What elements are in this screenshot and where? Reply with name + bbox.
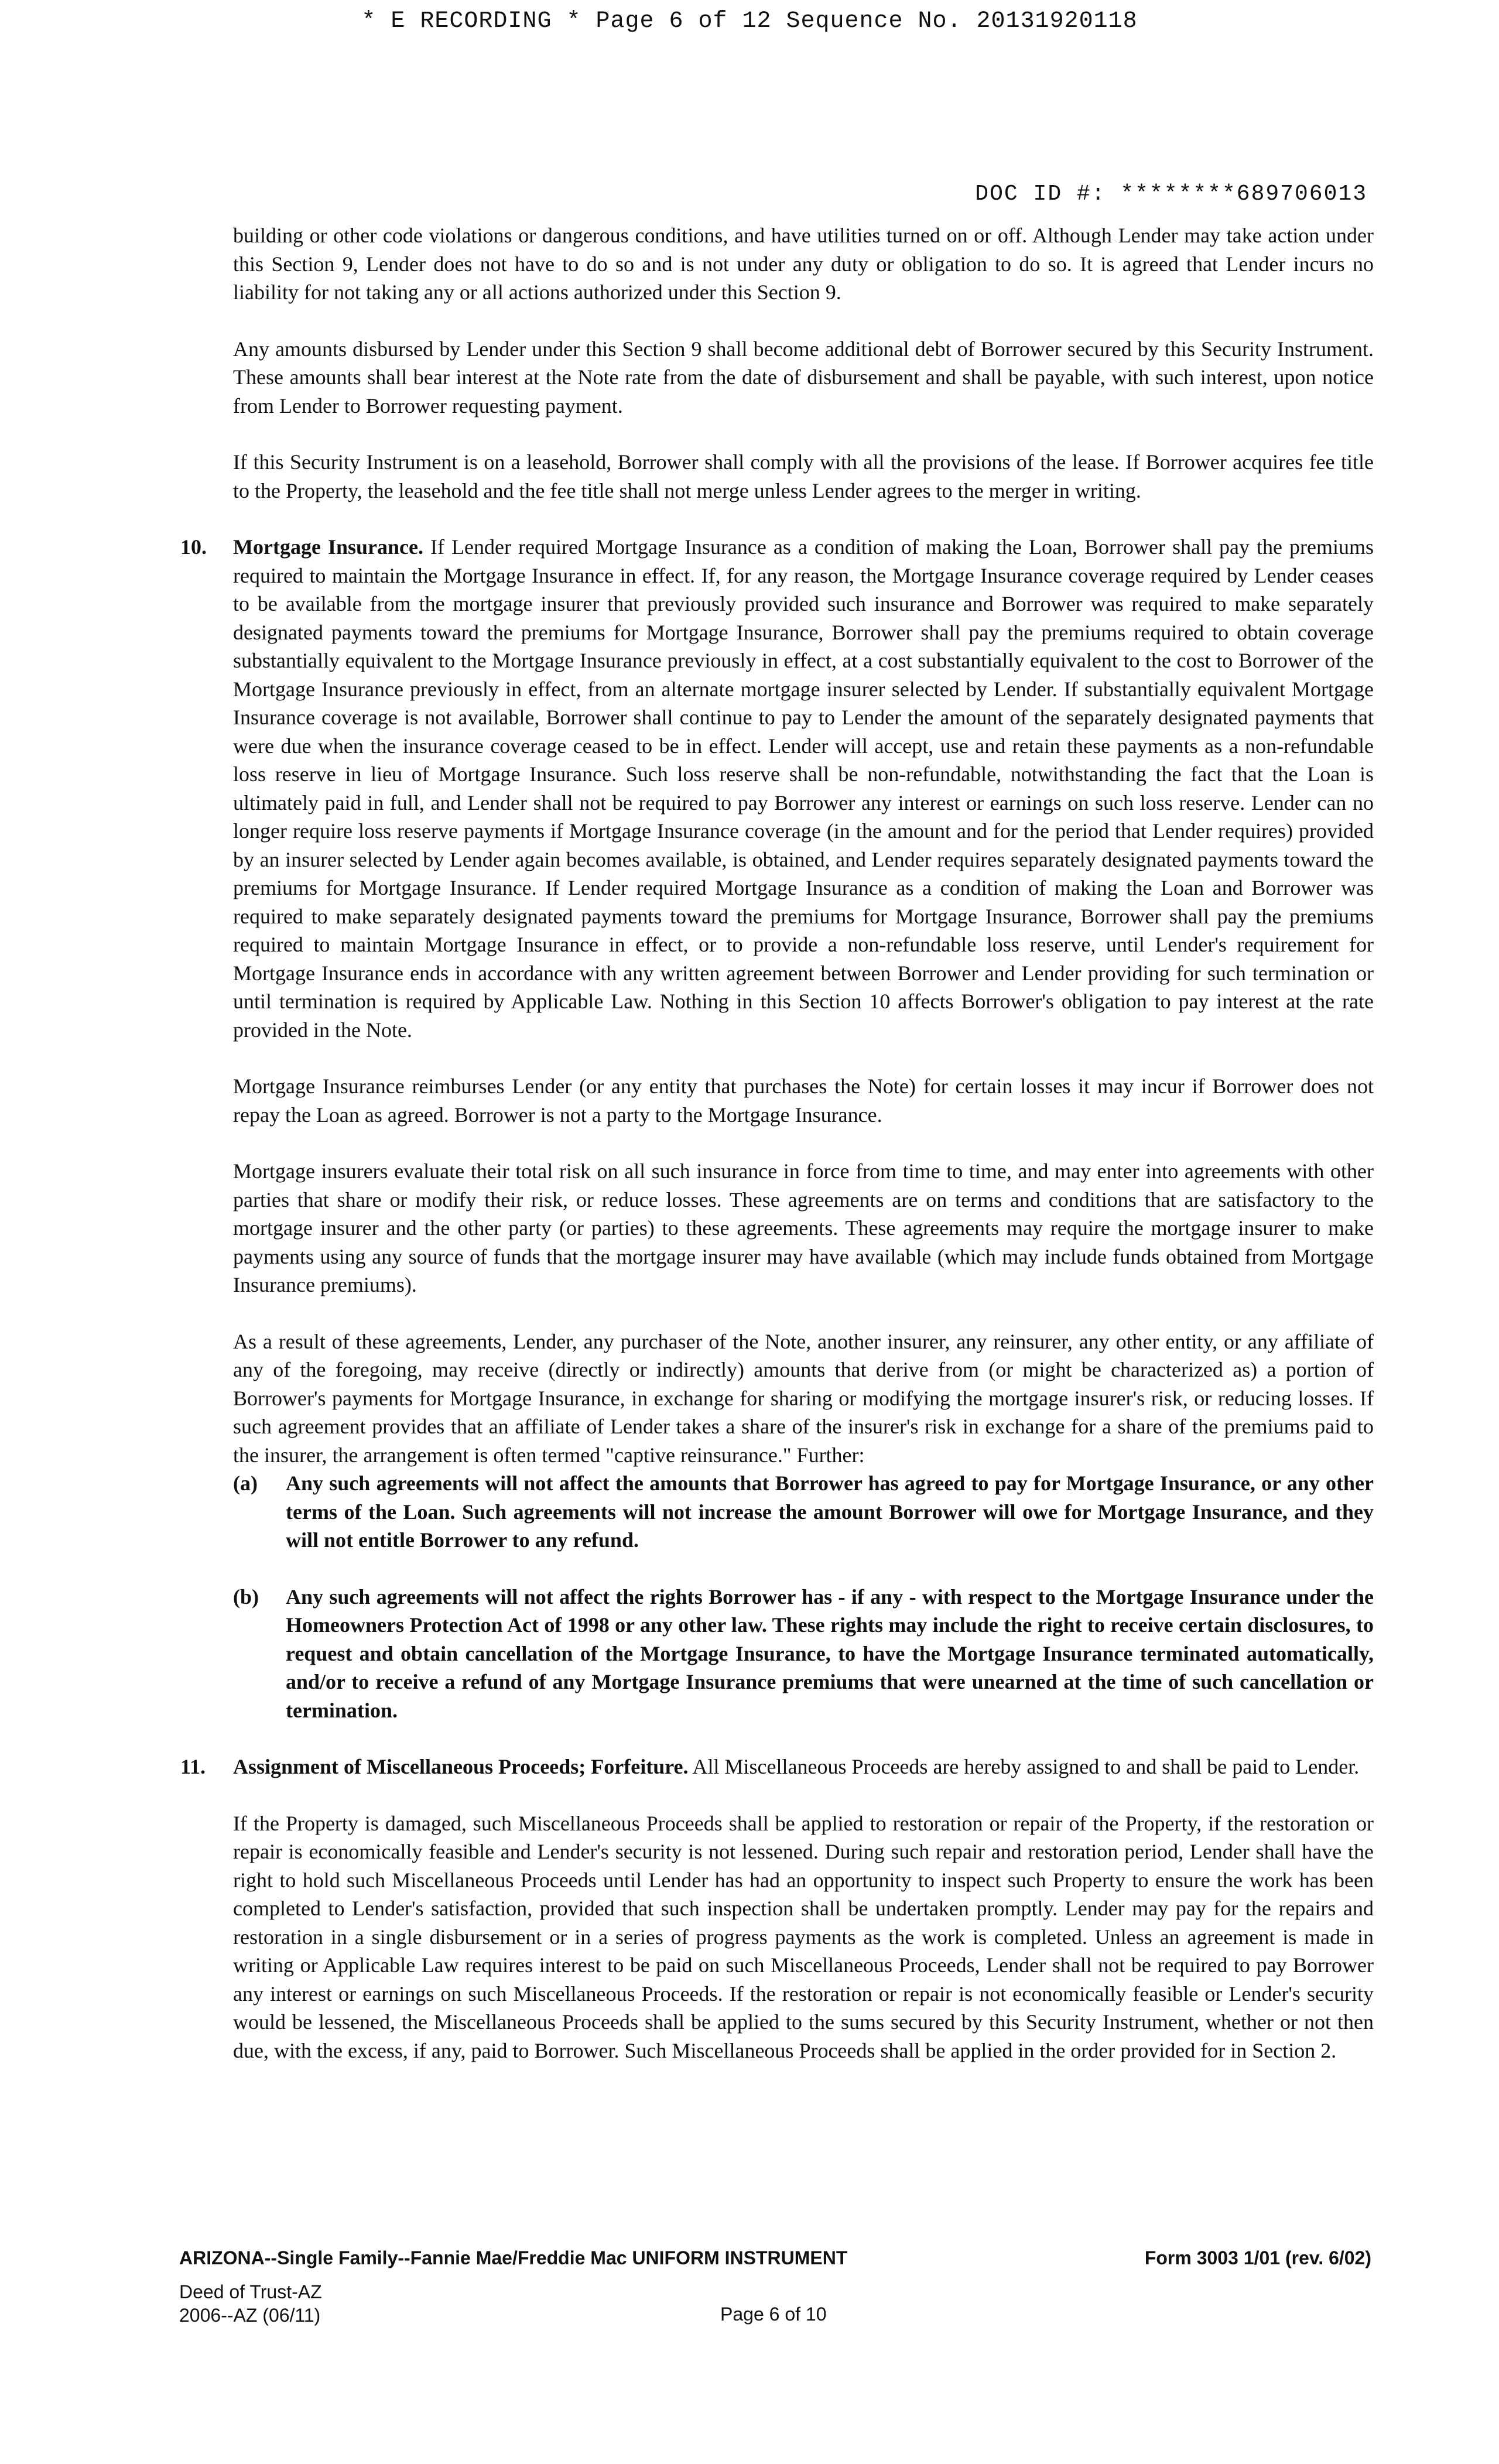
footer-code: 2006--AZ (06/11) — [179, 2305, 321, 2326]
doc-id: DOC ID #: ********689706013 — [975, 182, 1367, 207]
list-text: Any such agreements will not affect the amounts that Borrower has agreed to pay for Mortgage Insurance, or any other terms of the Loan. Such agreements will not increase the amount Borrower will owe for Mortgage Insurance, and they will not entitle Borrower to any refund. — [286, 1471, 1374, 1552]
list-label: (a) — [233, 1471, 258, 1495]
list-item — [233, 1583, 1374, 1725]
section-title: Assignment of Miscellaneous Proceeds; Forfeiture. — [233, 1755, 689, 1778]
paragraph: building or other code violations or dangerous conditions, and have utilities turned on or off. Although Lender may take action under this Section 9, Lender does not have to do so and is not under any duty or obligation to do so. It is agreed that Lender incurs no liability for not taking any or all actions authorized under this Section 9. — [233, 224, 1374, 304]
agreement-list — [233, 1469, 1374, 1724]
section-number: 11. — [180, 1755, 206, 1778]
document-body — [180, 221, 1374, 2093]
paragraph: Mortgage Insurance reimburses Lender (or any entity that purchases the Note) for certain losses it may incur if Borrower does not repay the Loan as agreed. Borrower is not a party to the Mortgage Insurance. — [233, 1074, 1374, 1127]
paragraph: As a result of these agreements, Lender, any purchaser of the Note, another insurer, any reinsurer, any other entity, or any affiliate of any of the foregoing, may receive (directly or indirectly) amounts that derive from (or might be characterized as) a portion of Borrower's payments for Mortgage Insurance, in exchange for sharing or modifying the mortgage insurer's risk, or reducing losses. If such agreement provides that an affiliate of Lender takes a share of the insurer's risk in exchange for a share of the premiums paid to the insurer, the arrangement is often termed "captive reinsurance." Further: — [233, 1329, 1374, 1467]
recording-header: * E RECORDING * Page 6 of 12 Sequence No. 20131920118 — [361, 8, 1138, 35]
section-text: If Lender required Mortgage Insurance as a condition of making the Loan, Borrower shall pay the premiums required to maintain the Mortgage Insurance in effect. If, for any reason, the Mortgage Insurance coverage required by Lender ceases to be available from the mortgage insurer that previously provided such insurance and Borrower was required to make separately designated payments toward the premiums for Mortgage Insurance, Borrower shall pay the premiums required to obtain coverage substantially equivalent to the Mortgage Insurance previously in effect, at a cost substantially equivalent to the cost to Borrower of the Mortgage Insurance previously in effect, from an alternate mortgage insurer selected by Lender. If substantially equivalent Mortgage Insurance coverage is not available, Borrower shall continue to pay to Lender the amount of the separately designated payments that were due when the insurance coverage ceased to be in effect. Lender will accept, use and retain these payments as a non-refundable loss reserve in lieu of Mortgage Insurance. Such loss reserve shall be non-refundable, notwithstanding the fact that the Loan is ultimately paid in full, and Lender shall not be required to pay Borrower any interest or earnings on such loss reserve. Lender can no longer require loss reserve payments if Mortgage Insurance coverage (in the amount and for the period that Lender requires) provided by an insurer selected by Lender again becomes available, is obtained, and Lender requires separately designated payments toward the premiums for Mortgage Insurance. If Lender required Mortgage Insurance as a condition of making the Loan and Borrower was required to make separately designated payments toward the premiums for Mortgage Insurance, Borrower shall pay the premiums required to maintain Mortgage Insurance in effect, or to provide a non-refundable loss reserve, until Lender's requirement for Mortgage Insurance ends in accordance with any written agreement between Borrower and Lender providing for such termination or until termination is required by Applicable Law. Nothing in this Section 10 affects Borrower's obligation to pay interest at the rate provided in the Note. — [233, 535, 1374, 1042]
paragraph: If this Security Instrument is on a leasehold, Borrower shall comply with all the provisions of the lease. If Borrower acquires fee title to the Property, the leasehold and the fee title shall not merge unless Lender agrees to the merger in writing. — [233, 450, 1374, 502]
list-label: (b) — [233, 1585, 259, 1609]
footer-instrument: ARIZONA--Single Family--Fannie Mae/Freddie Mac UNIFORM INSTRUMENT — [179, 2247, 848, 2268]
section-10 — [180, 533, 1374, 1044]
section-number: 10. — [180, 535, 207, 559]
footer-deed-block — [179, 2280, 322, 2327]
paragraph: If the Property is damaged, such Miscellaneous Proceeds shall be applied to restoration or repair of the Property, if the restoration or repair is economically feasible and Lender's security is not lessened. During such repair and restoration period, Lender shall have the right to hold such Miscellaneous Proceeds until Lender has had an opportunity to inspect such Property to ensure the work has been completed to Lender's satisfaction, provided that such inspection shall be undertaken promptly. Lender may pay for the repairs and restoration in a single disbursement or in a series of progress payments as the work is completed. Unless an agreement is made in writing or Applicable Law requires interest to be paid on such Miscellaneous Proceeds, Lender shall not be required to pay Borrower any interest or earnings on such Miscellaneous Proceeds. If the restoration or repair is not economically feasible or Lender's security would be lessened, the Miscellaneous Proceeds shall be applied to the sums secured by this Security Instrument, whether or not then due, with the excess, if any, paid to Borrower. Such Miscellaneous Proceeds shall be applied in the order provided for in Section 2. — [233, 1811, 1374, 2062]
footer-deed: Deed of Trust-AZ — [179, 2281, 322, 2302]
list-text: Any such agreements will not affect the rights Borrower has - if any - with respect to the Mortgage Insurance under the Homeowners Protection Act of 1998 or any other law. These rights may include the right to receive certain disclosures, to request and obtain cancellation of the Mortgage Insurance, to have the Mortgage Insurance terminated automatically, and/or to receive a refund of any Mortgage Insurance premiums that were unearned at the time of such cancellation or termination. — [286, 1585, 1374, 1722]
list-item — [233, 1469, 1374, 1555]
paragraph: Any amounts disbursed by Lender under this Section 9 shall become additional debt of Borrower secured by this Security Instrument. These amounts shall bear interest at the Note rate from the date of disbursement and shall be payable, with such interest, upon notice from Lender to Borrower requesting payment. — [233, 337, 1374, 417]
paragraph: Mortgage insurers evaluate their total risk on all such insurance in force from time to time, and may enter into agreements with other parties that share or modify their risk, or reduce losses. These agreements are on terms and conditions that are satisfactory to the mortgage insurer and the other party (or parties) to these agreements. These agreements may require the mortgage insurer to make payments using any source of funds that the mortgage insurer may have available (which may include funds obtained from Mortgage Insurance premiums). — [233, 1159, 1374, 1296]
footer-form: Form 3003 1/01 (rev. 6/02) — [1144, 2247, 1371, 2268]
footer-page: Page 6 of 10 — [720, 2304, 827, 2325]
section-title: Mortgage Insurance. — [233, 535, 423, 559]
section-text: All Miscellaneous Proceeds are hereby assigned to and shall be paid to Lender. — [692, 1755, 1360, 1778]
section-11 — [180, 1753, 1374, 1781]
